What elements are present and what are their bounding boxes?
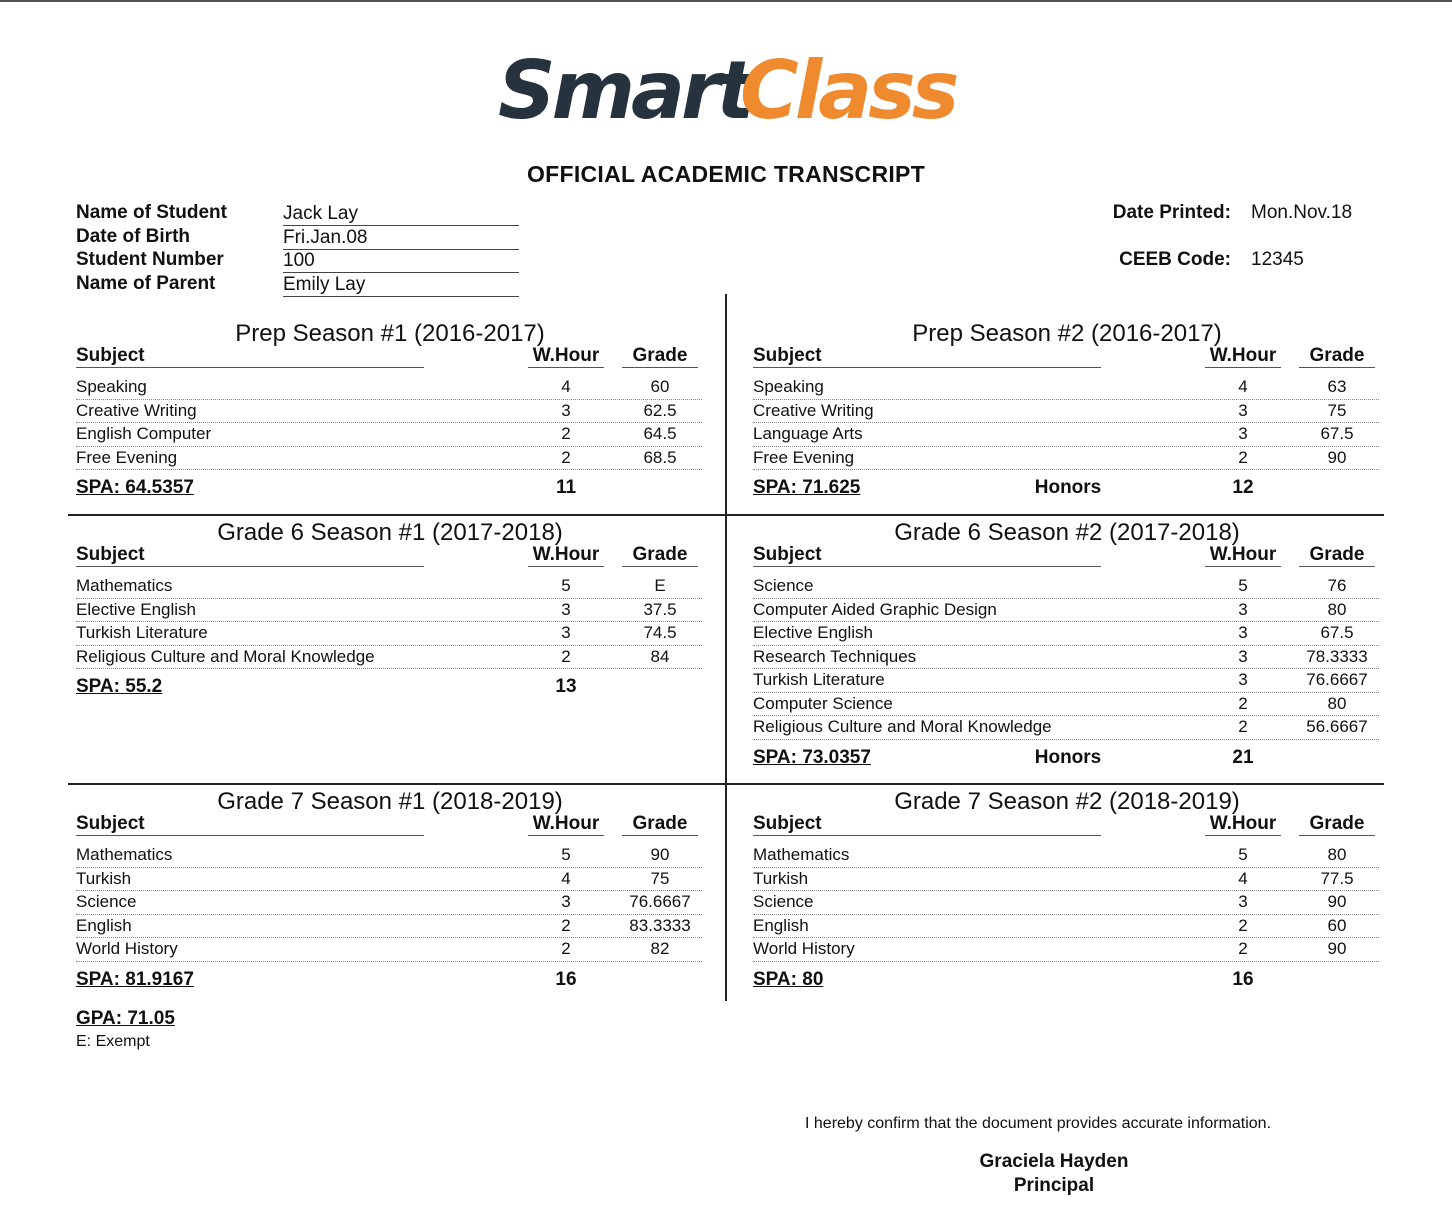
whour-cell: 3: [1238, 424, 1248, 443]
grade-cell: 82: [650, 939, 670, 958]
honors-badge: Honors: [1034, 477, 1102, 498]
grade-cell: 80: [1327, 693, 1347, 713]
grade-cell: 90: [1327, 939, 1347, 958]
column-divider: [725, 294, 727, 1001]
season-title: Grade 7 Season #2 (2018-2019): [894, 788, 1240, 815]
subject-cell: Turkish Literature: [76, 623, 208, 642]
subject-cell: Language Arts: [753, 424, 863, 443]
total-whour: 16: [555, 968, 577, 990]
grade-cell: 62.5: [643, 400, 677, 420]
whour-cell: 2: [1238, 693, 1248, 713]
subject-cell: Creative Writing: [76, 400, 197, 420]
grade-cell: 80: [1327, 599, 1347, 619]
whour-cell: 2: [1238, 915, 1248, 935]
grade-cell: 56.6667: [1306, 717, 1368, 736]
table-row: [753, 844, 1379, 868]
table-row: [76, 938, 702, 962]
grade-cell: 75: [650, 868, 670, 888]
subject-header: Subject: [76, 544, 424, 567]
smartclass-logo: [496, 34, 966, 144]
spa-value: SPA: 73.0357: [753, 746, 871, 768]
subject-cell: Speaking: [753, 377, 824, 396]
whour-cell: 2: [561, 424, 571, 443]
whour-cell: 5: [1238, 845, 1248, 864]
spa-value: SPA: 64.5357: [76, 477, 194, 498]
spa-value: SPA: 81.9167: [76, 968, 194, 990]
whour-cell: 3: [1238, 400, 1248, 420]
season-block: [753, 519, 1393, 789]
ceeb-code-label: CEEB Code:: [1119, 249, 1231, 270]
whour-header: W.Hour: [1205, 345, 1281, 368]
subject-header: Subject: [76, 345, 424, 368]
grade-cell: 76: [1327, 576, 1347, 595]
whour-cell: 2: [561, 939, 571, 958]
top-border: [0, 0, 1452, 2]
season-block: [76, 519, 716, 789]
subject-cell: Science: [76, 892, 137, 911]
gpa: GPA: 71.05: [76, 1008, 175, 1029]
subject-header: Subject: [753, 544, 1101, 567]
spa-value: SPA: 80: [753, 968, 824, 990]
student-field-value: Jack Lay: [283, 203, 519, 226]
subject-cell: English: [753, 915, 809, 935]
table-row: [753, 693, 1379, 717]
student-field-label: Date of Birth: [76, 226, 190, 247]
subject-cell: Creative Writing: [753, 400, 874, 420]
whour-cell: 3: [561, 599, 571, 619]
table-row: [753, 716, 1379, 740]
whour-cell: 5: [1238, 576, 1248, 595]
student-field-label: Name of Parent: [76, 273, 216, 294]
table-row: [753, 599, 1379, 623]
table-row: [753, 669, 1379, 693]
grade-cell: 68.5: [643, 447, 677, 467]
subject-cell: World History: [753, 939, 855, 958]
whour-header: W.Hour: [528, 813, 604, 836]
grade-cell: 76.6667: [1306, 670, 1368, 689]
whour-cell: 4: [1238, 377, 1248, 396]
whour-cell: 4: [561, 868, 571, 888]
subject-cell: Free Evening: [76, 447, 178, 467]
season-title: Prep Season #1 (2016-2017): [235, 320, 545, 347]
grade-cell: E: [654, 576, 666, 595]
whour-header: W.Hour: [1205, 544, 1281, 567]
grade-cell: 80: [1327, 845, 1347, 864]
table-row: [753, 622, 1379, 646]
whour-cell: 2: [1238, 939, 1248, 958]
total-whour: 12: [1232, 477, 1254, 498]
logo-part-class: Class: [740, 44, 956, 137]
table-row: [76, 599, 702, 623]
grade-header: Grade: [622, 345, 698, 368]
table-row: [76, 646, 702, 670]
whour-header: W.Hour: [528, 345, 604, 368]
student-field-value: 100: [283, 250, 519, 273]
grade-cell: 90: [1327, 892, 1347, 911]
logo-part-smart: Smart: [498, 44, 751, 137]
subject-cell: Mathematics: [753, 845, 850, 864]
table-row: [753, 423, 1379, 447]
grade-cell: 78.3333: [1306, 646, 1368, 666]
total-whour: 13: [555, 676, 577, 697]
subject-cell: English: [76, 915, 132, 935]
table-row: [76, 915, 702, 939]
table-row: [753, 891, 1379, 915]
table-row: [753, 646, 1379, 670]
whour-header: W.Hour: [528, 544, 604, 567]
subject-cell: Elective English: [753, 623, 874, 642]
table-row: [753, 575, 1379, 599]
whour-cell: 3: [561, 400, 571, 420]
grade-cell: 83.3333: [629, 915, 691, 935]
table-row: [76, 423, 702, 447]
subject-cell: Computer Science: [753, 693, 893, 713]
grade-cell: 74.5: [643, 623, 677, 642]
grade-cell: 90: [1327, 447, 1347, 467]
season-title: Grade 6 Season #2 (2017-2018): [894, 519, 1240, 546]
table-row: [76, 844, 702, 868]
grade-header: Grade: [1299, 544, 1375, 567]
season-title: Prep Season #2 (2016-2017): [912, 320, 1222, 347]
grade-header: Grade: [1299, 345, 1375, 368]
grade-cell: 67.5: [1320, 424, 1354, 443]
whour-cell: 4: [1238, 868, 1248, 888]
document-title: OFFICIAL ACADEMIC TRANSCRIPT: [526, 161, 926, 187]
table-row: [76, 868, 702, 892]
grade-cell: 84: [650, 646, 670, 666]
subject-cell: Research Techniques: [753, 646, 917, 666]
table-row: [76, 447, 702, 471]
ceeb-code-value: 12345: [1251, 249, 1304, 270]
subject-cell: World History: [76, 939, 178, 958]
subject-header: Subject: [753, 813, 1101, 836]
whour-cell: 2: [561, 447, 571, 467]
total-whour: 11: [555, 477, 577, 498]
total-whour: 21: [1232, 746, 1254, 768]
season-title: Grade 6 Season #1 (2017-2018): [217, 519, 563, 546]
subject-cell: Religious Culture and Moral Knowledge: [76, 646, 375, 666]
grade-cell: 60: [650, 377, 670, 396]
whour-header: W.Hour: [1205, 813, 1281, 836]
table-row: [76, 891, 702, 915]
table-row: [753, 915, 1379, 939]
spa-value: SPA: 55.2: [76, 676, 163, 697]
subject-cell: Science: [753, 892, 814, 911]
subject-cell: Elective English: [76, 599, 197, 619]
grade-header: Grade: [1299, 813, 1375, 836]
confirmation-statement: I hereby confirm that the document provides accurate information.: [805, 1115, 1272, 1132]
signer-role: Principal: [1013, 1175, 1095, 1196]
grade-cell: 75: [1327, 400, 1347, 420]
table-row: [753, 868, 1379, 892]
season-title: Grade 7 Season #1 (2018-2019): [217, 788, 563, 815]
table-row: [76, 575, 702, 599]
grade-cell: 90: [650, 845, 670, 864]
student-field-value: Emily Lay: [283, 274, 519, 297]
student-field-label: Name of Student: [76, 202, 227, 223]
table-row: [76, 622, 702, 646]
honors-badge: Honors: [1034, 746, 1102, 768]
subject-cell: Computer Aided Graphic Design: [753, 599, 997, 619]
student-field-label: Student Number: [76, 249, 224, 270]
grade-cell: 77.5: [1320, 868, 1354, 888]
table-row: [76, 376, 702, 400]
subject-cell: Turkish: [76, 868, 132, 888]
subject-cell: Religious Culture and Moral Knowledge: [753, 717, 1052, 736]
grade-header: Grade: [622, 544, 698, 567]
whour-cell: 2: [561, 915, 571, 935]
whour-cell: 2: [561, 646, 571, 666]
grade-cell: 67.5: [1320, 623, 1354, 642]
grade-header: Grade: [622, 813, 698, 836]
whour-cell: 3: [1238, 599, 1248, 619]
subject-cell: Turkish Literature: [753, 670, 885, 689]
whour-cell: 3: [561, 623, 571, 642]
student-field-value: Fri.Jan.08: [283, 227, 519, 250]
whour-cell: 4: [561, 377, 571, 396]
grade-cell: 37.5: [643, 599, 677, 619]
legend: E: Exempt: [76, 1033, 150, 1050]
subject-header: Subject: [76, 813, 424, 836]
grade-cell: 60: [1327, 915, 1347, 935]
subject-cell: Mathematics: [76, 845, 173, 864]
subject-cell: Free Evening: [753, 447, 855, 467]
date-printed-value: Mon.Nov.18: [1251, 202, 1353, 223]
whour-cell: 2: [1238, 447, 1248, 467]
grade-cell: 63: [1327, 377, 1347, 396]
whour-cell: 5: [561, 845, 571, 864]
table-row: [76, 400, 702, 424]
total-whour: 16: [1232, 968, 1254, 990]
spa-value: SPA: 71.625: [753, 477, 861, 498]
table-row: [753, 447, 1379, 471]
signer-name: Graciela Hayden: [979, 1151, 1129, 1172]
subject-cell: Mathematics: [76, 576, 173, 595]
whour-cell: 3: [561, 892, 571, 911]
table-row: [753, 938, 1379, 962]
subject-cell: Turkish: [753, 868, 809, 888]
date-printed-label: Date Printed:: [1112, 202, 1231, 223]
whour-cell: 5: [561, 576, 571, 595]
table-row: [753, 376, 1379, 400]
grade-cell: 64.5: [643, 424, 677, 443]
subject-cell: Speaking: [76, 377, 147, 396]
subject-cell: English Computer: [76, 424, 212, 443]
season-block: [753, 788, 1393, 1058]
whour-cell: 2: [1238, 717, 1248, 736]
whour-cell: 3: [1238, 670, 1248, 689]
subject-header: Subject: [753, 345, 1101, 368]
whour-cell: 3: [1238, 892, 1248, 911]
subject-cell: Science: [753, 576, 814, 595]
grade-cell: 76.6667: [629, 892, 691, 911]
whour-cell: 3: [1238, 623, 1248, 642]
table-row: [753, 400, 1379, 424]
whour-cell: 3: [1238, 646, 1248, 666]
